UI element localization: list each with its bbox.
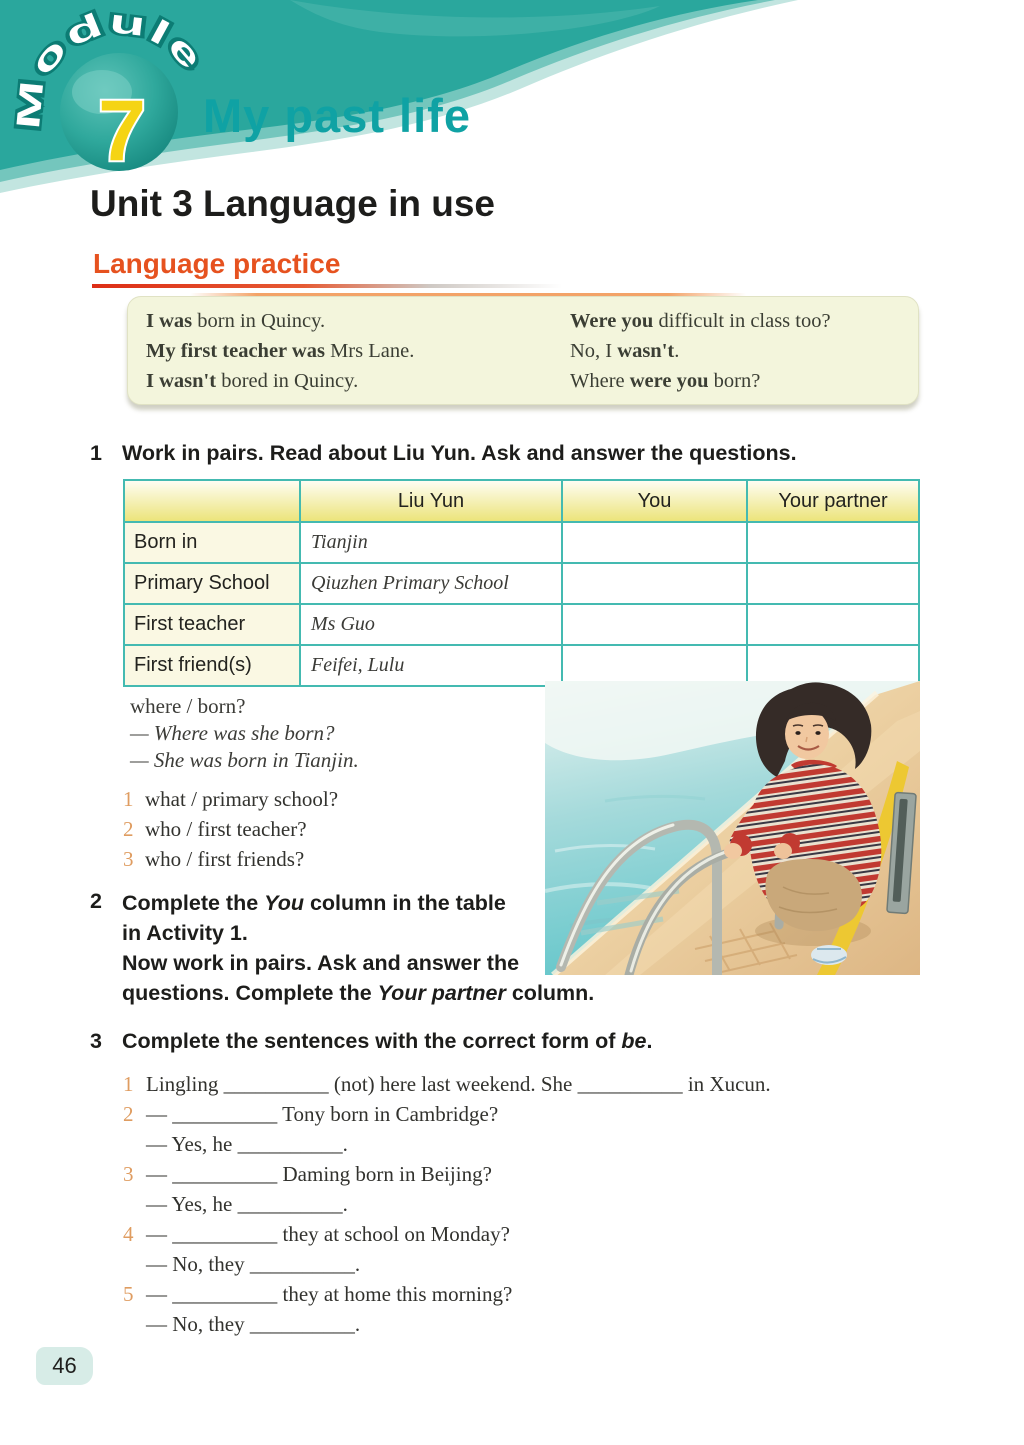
- grammar-line: Were you difficult in class too?: [570, 310, 831, 332]
- grammar-box-right-column: [570, 306, 831, 396]
- liu-yun-table: [123, 479, 920, 687]
- prompt-list: [123, 784, 338, 874]
- exercise-line: [123, 1309, 771, 1339]
- exercise-text: Lingling __________ (not) here last weekend. She __________ in Xucun.: [146, 1072, 771, 1096]
- cell-liu-yun: Qiuzhen Primary School: [300, 563, 562, 604]
- activity-1-heading: Work in pairs. Read about Liu Yun. Ask and answer the questions.: [122, 441, 797, 465]
- exercise-text: — __________ Tony born in Cambridge?: [146, 1102, 499, 1126]
- girl-right-hand: [774, 843, 792, 859]
- table-row: [124, 604, 919, 645]
- exercise-text: — __________ Daming born in Beijing?: [146, 1162, 492, 1186]
- exercise-number: 4: [123, 1222, 134, 1246]
- exercise-number: 3: [123, 1162, 134, 1186]
- header-swoosh: [0, 0, 1024, 196]
- grammar-line: I wasn't bored in Quincy.: [146, 370, 359, 392]
- exercise-line: [123, 1159, 771, 1189]
- exercise-list: [123, 1069, 771, 1339]
- grammar-box: [127, 296, 919, 405]
- cell-your-partner: [747, 604, 919, 645]
- page-number-badge: [36, 1347, 93, 1385]
- table-header-your-partner: Your partner: [747, 480, 919, 522]
- row-label: First friend(s): [124, 645, 300, 686]
- table-header-row: [124, 480, 919, 522]
- module-number: 7: [98, 83, 146, 179]
- exercise-text: — Yes, he __________.: [146, 1132, 348, 1156]
- cell-you: [562, 522, 747, 563]
- cell-your-partner: [747, 645, 919, 686]
- prompt-text: who / first friends?: [145, 847, 305, 871]
- section-heading: Language practice: [93, 248, 341, 279]
- grammar-line: No, I wasn't.: [570, 340, 680, 362]
- table-header-liu-yun: Liu Yun: [300, 480, 562, 522]
- exercise-text: — No, they __________.: [146, 1312, 361, 1336]
- unit-title: Unit 3 Language in use: [90, 183, 495, 224]
- activity-2-line: questions. Complete the Your partner column.: [122, 981, 595, 1005]
- row-label: Born in: [124, 522, 300, 563]
- section-underline: [92, 284, 562, 288]
- table-header-blank: [124, 480, 300, 522]
- page-number: 46: [52, 1353, 77, 1378]
- exercise-line: [123, 1099, 771, 1129]
- prompt-number: 2: [123, 817, 134, 841]
- cell-you: [562, 604, 747, 645]
- page-title: My past life: [203, 89, 471, 142]
- table-row: [124, 522, 919, 563]
- activity-3-heading: Complete the sentences with the correct form of be.: [122, 1029, 653, 1053]
- grammar-line: Where were you born?: [570, 370, 761, 392]
- prompt-text: who / first teacher?: [145, 817, 307, 841]
- girl-left-hand: [724, 843, 742, 859]
- example-question: — Where was she born?: [130, 721, 335, 745]
- exercise-text: — No, they __________.: [146, 1252, 361, 1276]
- table-header-you: You: [562, 480, 747, 522]
- example-block: [130, 693, 359, 774]
- exercise-number: 2: [123, 1102, 134, 1126]
- exercise-text: — __________ they at school on Monday?: [146, 1222, 510, 1246]
- activity-2-number: 2: [90, 889, 102, 913]
- activity-2-line: Complete the You column in the table: [122, 891, 506, 915]
- activity-1-number: 1: [90, 441, 102, 465]
- table-row: [124, 645, 919, 686]
- photo-girl-swimming-pool: [545, 681, 920, 975]
- prompt-number: 3: [123, 847, 134, 871]
- cell-you: [562, 645, 747, 686]
- prompt-number: 1: [123, 787, 134, 811]
- prompt-item: [123, 844, 338, 874]
- cell-liu-yun: Tianjin: [300, 522, 562, 563]
- activity-2-line: Now work in pairs. Ask and answer the: [122, 951, 520, 975]
- exercise-line: [123, 1219, 771, 1249]
- prompt-item: [123, 814, 338, 844]
- grammar-box-left-column: [146, 306, 414, 396]
- activity-2-line: in Activity 1.: [122, 921, 248, 945]
- cell-your-partner: [747, 522, 919, 563]
- table-row: [124, 563, 919, 604]
- exercise-line: [123, 1189, 771, 1219]
- exercise-number: 5: [123, 1282, 134, 1306]
- example-answer: — She was born in Tianjin.: [130, 748, 359, 772]
- cell-you: [562, 563, 747, 604]
- exercise-line: [123, 1279, 771, 1309]
- prompt-text: what / primary school?: [145, 787, 339, 811]
- exercise-text: — Yes, he __________.: [146, 1192, 348, 1216]
- exercise-line: [123, 1069, 771, 1099]
- activity-3-number: 3: [90, 1029, 102, 1053]
- cell-liu-yun: Ms Guo: [300, 604, 562, 645]
- prompt-item: [123, 784, 338, 814]
- exercise-number: 1: [123, 1072, 134, 1096]
- cell-your-partner: [747, 563, 919, 604]
- grammar-line: I was born in Quincy.: [146, 310, 326, 332]
- row-label: First teacher: [124, 604, 300, 645]
- exercise-text: — __________ they at home this morning?: [146, 1282, 513, 1306]
- cell-liu-yun: Feifei, Lulu: [300, 645, 562, 686]
- exercise-line: [123, 1249, 771, 1279]
- exercise-line: [123, 1129, 771, 1159]
- row-label: Primary School: [124, 563, 300, 604]
- grammar-line: My first teacher was Mrs Lane.: [146, 340, 415, 362]
- activity-2-text: [122, 888, 594, 1008]
- module-word: Module: [8, 1, 203, 131]
- example-prompt: where / born?: [130, 694, 246, 718]
